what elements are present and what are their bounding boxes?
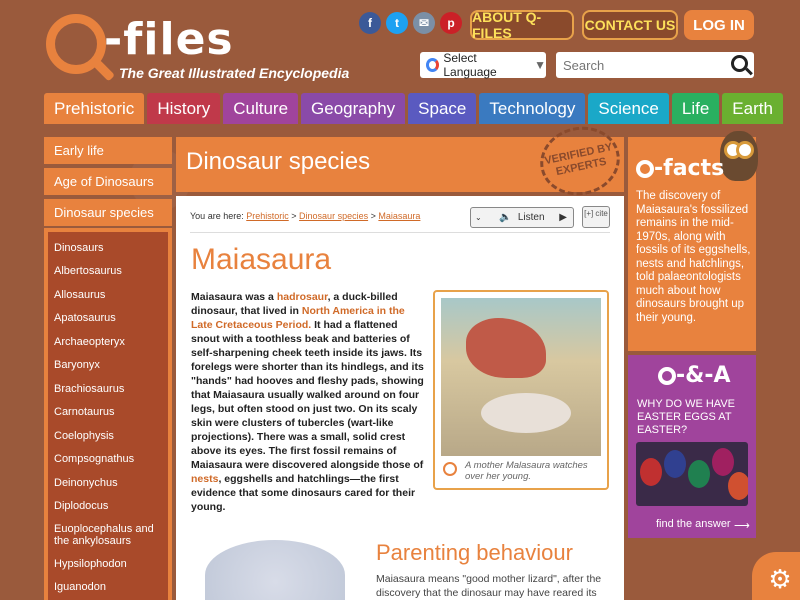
body-text: Maiasaura was a [191, 291, 274, 303]
sidebar-item[interactable]: Coelophysis [54, 429, 114, 442]
nest-shape [481, 393, 571, 433]
egg-shape [712, 448, 734, 476]
social-links [359, 12, 462, 34]
nav-geography[interactable]: Geography [301, 93, 405, 124]
pinterest-icon[interactable]: p [440, 12, 462, 34]
verified-stamp: VERIFIED BY EXPERTS [534, 119, 626, 202]
qa-title-text: -&-A [676, 363, 731, 388]
sidebar-early-life[interactable]: Early life [44, 137, 172, 164]
breadcrumb-prehistoric[interactable]: Prehistoric [246, 211, 289, 221]
breadcrumb-maiasaura[interactable]: Maiasaura [378, 211, 421, 221]
breadcrumb-prefix: You are here: [190, 211, 244, 221]
qfacts-title [636, 156, 724, 181]
sidebar-item[interactable]: Dinosaurs [54, 241, 104, 254]
sidebar-item[interactable]: Iguanodon [54, 581, 106, 594]
q-icon [658, 367, 676, 385]
figure-caption: A mother Malasaura watches over her young. [465, 460, 588, 482]
section-title: Dinosaur species [186, 148, 371, 175]
qa-title [658, 363, 730, 388]
sidebar-item[interactable]: Albertosaurus [54, 265, 122, 278]
find-answer-link[interactable]: find the answer [656, 518, 731, 530]
nav-culture[interactable]: Culture [223, 93, 298, 124]
logo-text[interactable]: -files [104, 14, 234, 65]
sidebar-item[interactable]: Diplodocus [54, 500, 109, 513]
sidebar-item[interactable]: Archaeopteryx [54, 335, 125, 348]
dinosaur-shape [466, 318, 546, 378]
article-body [191, 290, 427, 514]
qfacts-title-text: -facts [654, 156, 725, 181]
nests-link[interactable]: nests [191, 473, 219, 485]
maiasaura-image[interactable] [441, 298, 601, 456]
sidebar-item[interactable]: Apatosaurus [54, 312, 116, 325]
qa-question: WHY DO WE HAVE EASTER EGGS AT EASTER? [637, 398, 735, 436]
qfacts-body: The discovery of Maiasaura's fossilized remains in the mid-1970s, along with fossils of its eggshells, nests and hatchlings, told palaeontologists much about how dinosaurs brought up their young. [636, 190, 751, 324]
contact-button[interactable]: CONTACT US [582, 10, 678, 40]
nav-prehistoric[interactable]: Prehistoric [44, 93, 144, 124]
nav-life[interactable]: Life [672, 93, 719, 124]
sidebar-item[interactable]: Allosaurus [54, 288, 106, 301]
nav-earth[interactable]: Earth [722, 93, 783, 124]
nav-history[interactable]: History [147, 93, 220, 124]
gear-icon[interactable]: ⚙ [752, 552, 800, 600]
body-text: It had a flattened snout with a toothless beak and batteries of self-sharpening cheek teeth inside its jaws. Its forelegs were shorter than its hindlegs, and its "hands" had hooves and fleshy pads, showing that Maiasaura usually walked around on four legs, but often stood on just two. On its scaly skin were clusters of tubercles (wart-like projections). There was a small, solid crest above its eyes. The first fossil remains of Maiasaura were discovered alongside those of [191, 319, 424, 471]
language-select[interactable] [420, 52, 546, 78]
sidebar-item[interactable]: Euoplocephalus and the ankylosaurs [54, 523, 154, 547]
sidebar-item[interactable]: Hypsilophodon [54, 557, 127, 570]
sidebar-item[interactable]: Baryonyx [54, 359, 100, 372]
egg-shape [728, 472, 748, 500]
about-button[interactable]: ABOUT Q-FILES [470, 10, 574, 40]
sidebar-item[interactable]: Compsognathus [54, 453, 135, 466]
hadrosaur-link[interactable]: hadrosaur [276, 291, 328, 303]
main-nav [44, 93, 783, 124]
breadcrumb [190, 211, 420, 221]
arrow-right-icon[interactable]: ⟶ [734, 520, 750, 532]
cite-button[interactable]: [+] cite [582, 206, 610, 228]
subsection-title: Parenting behaviour [376, 540, 573, 565]
nav-technology[interactable]: Technology [479, 93, 585, 124]
breadcrumb-separator: > [291, 211, 297, 221]
divider [190, 232, 610, 233]
play-icon: ▶ [559, 212, 567, 223]
subsection-body: Maiasaura means "good mother lizard", after the discovery that the dinosaur may have reared its [376, 573, 602, 599]
chevron-down-icon: ⌄ [475, 213, 482, 222]
search-input[interactable] [556, 52, 754, 78]
logo-q-icon[interactable] [46, 14, 106, 74]
sidebar-age-of-dinosaurs[interactable]: Age of Dinosaurs [44, 168, 172, 195]
sidebar-dinosaur-species[interactable]: Dinosaur species [44, 199, 172, 226]
breadcrumb-dinosaur-species[interactable]: Dinosaur species [299, 211, 369, 221]
dropdown-arrow-icon: ▼ [534, 58, 546, 72]
body-text: , eggshells and hatchlings—the first evidence that some dinosaurs cared for their young. [191, 473, 416, 513]
article-figure [433, 290, 609, 490]
nav-science[interactable]: Science [588, 93, 668, 124]
search-icon[interactable] [731, 55, 748, 72]
facebook-icon[interactable]: f [359, 12, 381, 34]
breadcrumb-separator: > [370, 211, 376, 221]
nav-space[interactable]: Space [408, 93, 476, 124]
cretaceous-link[interactable]: North America in the Late Cretaceous Period. [191, 305, 405, 331]
q-icon [636, 160, 654, 178]
twitter-icon[interactable]: t [386, 12, 408, 34]
sidebar-item[interactable]: Deinonychus [54, 476, 118, 489]
language-label: Select Language [443, 51, 497, 79]
sidebar-item[interactable]: Brachiosaurus [54, 382, 125, 395]
egg-shape [640, 458, 662, 486]
listen-label: Listen [517, 212, 545, 223]
easter-eggs-image[interactable] [636, 442, 748, 506]
sidebar-species-list [44, 228, 172, 600]
article-title: Maiasaura [191, 243, 332, 276]
login-button[interactable]: LOG IN [684, 10, 754, 40]
body-text: , a duck-billed dinosaur, that lived in [191, 291, 398, 317]
sidebar-item[interactable]: Carnotaurus [54, 406, 115, 419]
egg-shape [664, 450, 686, 478]
zoom-icon[interactable] [443, 462, 457, 476]
email-icon[interactable]: ✉ [413, 12, 435, 34]
egg-shape [688, 460, 710, 488]
google-icon [426, 58, 439, 72]
listen-button[interactable] [470, 207, 574, 228]
speaker-icon: 🔈 [499, 212, 512, 223]
tagline: The Great Illustrated Encyclopedia [119, 65, 350, 81]
owl-icon [720, 131, 758, 181]
